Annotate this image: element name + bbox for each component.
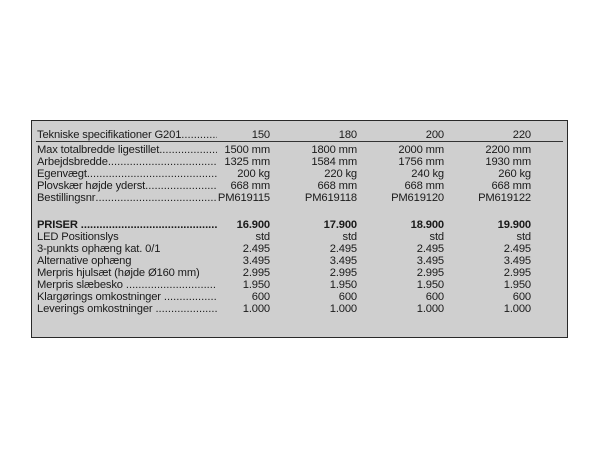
cell-value: PM619115 [217,192,270,204]
cell-value: 220 kg [324,168,357,180]
table-row [32,243,567,255]
prices-header-row [32,219,567,231]
table-row [32,279,567,291]
row-label: Merpris slæbesko ..... [37,279,217,291]
column-header: 150 [251,129,270,141]
cell-value: 3.495 [329,255,357,267]
cell-value: std [255,231,270,243]
cell-value: 3.495 [503,255,531,267]
cell-value: 1.950 [416,279,444,291]
row-label: Egenvægt ..... [37,168,217,180]
table-row [32,291,567,303]
cell-value: 200 kg [237,168,270,180]
cell-value: 1.950 [242,279,270,291]
cell-value: 2.495 [242,243,270,255]
row-label: Alternative ophæng [37,255,132,267]
cell-value: 260 kg [498,168,531,180]
row-label: Leverings omkostninger ..... [37,303,217,315]
base-price: 17.900 [323,219,357,231]
base-price: 18.900 [410,219,444,231]
cell-value: 668 mm [230,180,270,192]
cell-value: 1325 mm [224,156,270,168]
table-row [32,267,567,279]
prices-label: PRISER ..... [37,219,217,231]
cell-value: 3.495 [242,255,270,267]
cell-value: 2.495 [329,243,357,255]
cell-value: 600 [425,291,444,303]
column-header: 220 [512,129,531,141]
cell-value: 1.950 [503,279,531,291]
cell-value: 1.000 [416,303,444,315]
table-row [32,180,567,192]
table-row [32,192,567,204]
row-label: 3-punkts ophæng kat. 0/1 [37,243,161,255]
cell-value: PM619122 [478,192,531,204]
table-row [32,255,567,267]
cell-value: 600 [338,291,357,303]
header-label: Tekniske specifikationer G201 ..... [37,129,217,141]
cell-value: 668 mm [491,180,531,192]
row-label: Bestillingsnr ..... [37,192,217,204]
column-header: 200 [425,129,444,141]
cell-value: 600 [512,291,531,303]
cell-value: PM619118 [304,192,357,204]
cell-value: 1500 mm [224,144,270,156]
table-header-row [32,129,567,141]
row-label: Merpris hjulsæt (højde Ø160 mm) [37,267,200,279]
cell-value: 1.000 [242,303,270,315]
table-row [32,156,567,168]
cell-value: 1800 mm [311,144,357,156]
spec-table [31,120,568,338]
table-row [32,303,567,315]
row-label: Klargørings omkostninger ..... [37,291,217,303]
cell-value: PM619120 [391,192,444,204]
cell-value: 240 kg [411,168,444,180]
cell-value: 2200 mm [485,144,531,156]
cell-value: std [429,231,444,243]
cell-value: 2000 mm [398,144,444,156]
cell-value: 1.000 [503,303,531,315]
row-label: Max totalbredde ligestillet ..... [37,144,217,156]
cell-value: 1930 mm [485,156,531,168]
cell-value: 2.995 [242,267,270,279]
cell-value: 668 mm [317,180,357,192]
cell-value: std [342,231,357,243]
cell-value: 1.950 [329,279,357,291]
cell-value: std [516,231,531,243]
cell-value: 1584 mm [311,156,357,168]
row-label: Plovskær højde yderst ..... [37,180,217,192]
table-row [32,144,567,156]
row-label: Arbejdsbredde ..... [37,156,217,168]
cell-value: 2.995 [329,267,357,279]
cell-value: 2.495 [416,243,444,255]
row-label: LED Positionslys [37,231,119,243]
cell-value: 600 [251,291,270,303]
header-divider [36,141,563,142]
cell-value: 2.995 [416,267,444,279]
table-row [32,168,567,180]
table-row [32,231,567,243]
cell-value: 668 mm [404,180,444,192]
cell-value: 3.495 [416,255,444,267]
base-price: 16.900 [236,219,270,231]
cell-value: 1.000 [329,303,357,315]
cell-value: 2.495 [503,243,531,255]
cell-value: 1756 mm [398,156,444,168]
column-header: 180 [338,129,357,141]
cell-value: 2.995 [503,267,531,279]
base-price: 19.900 [497,219,531,231]
